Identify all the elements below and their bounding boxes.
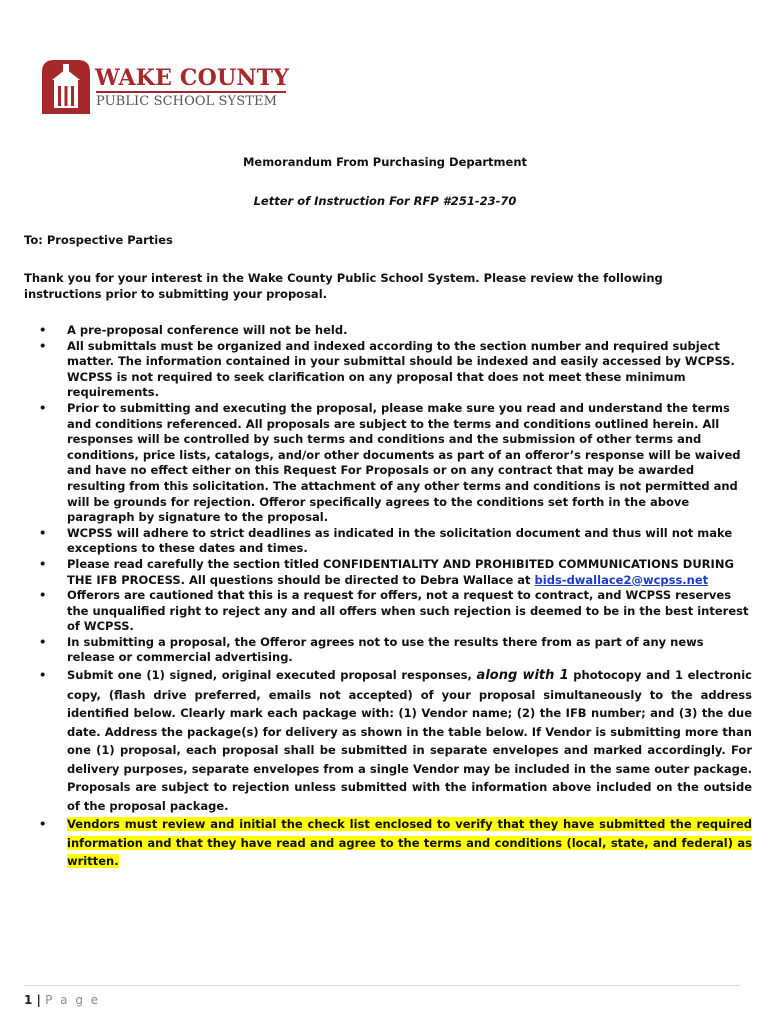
email-link[interactable]: bids-dwallace2@wcpss.net: [534, 572, 709, 587]
bullet-icon: •: [39, 338, 47, 353]
item-text: Offerors are cautioned that this is a request for offers, not a request to contract, and WCPSS reserves the unqualified right to reject any and all offers when such rejection is deemed to be in the best interest of WCPSS.: [67, 588, 749, 634]
item-text: WCPSS will adhere to strict deadlines as indicated in the solicitation document and thus will not make exceptions to these dates and times.: [67, 525, 733, 556]
list-item: [24, 588, 752, 635]
list-item: [24, 401, 752, 526]
item-text: All submittals must be organized and indexed according to the section number and required subject matter. The information contained in your submittal should be indexed and easily accessed by WCPSS. WCPSS is not required to seek clarification on any proposal that does not meet these minimum requirements.: [67, 338, 735, 400]
bullet-icon: •: [39, 668, 47, 683]
item-text: Please read carefully the section titled CONFIDENTIALITY AND PROHIBITED COMMUNICATIONS DURING THE IFB PROCESS. All questions should be directed to Debra Wallace at: [67, 556, 734, 587]
intro-paragraph: Thank you for your interest in the Wake County Public School System. Please review the following instructions prior to submitting your proposal.: [24, 271, 663, 301]
page-label: P a g e: [45, 993, 101, 1007]
list-item: [24, 635, 752, 666]
bullet-icon: •: [39, 588, 47, 603]
list-item: [24, 557, 752, 588]
item-text: A pre-proposal conference will not be held.: [67, 323, 348, 337]
page-number: 1: [24, 993, 33, 1007]
logo-divider: [96, 91, 286, 93]
logo-title: WAKE COUNTY: [95, 65, 290, 91]
list-item: [24, 323, 752, 339]
wcpss-logo: [40, 58, 290, 114]
footer-separator: |: [32, 993, 46, 1007]
item-text: photocopy and 1 electronic copy, (flash drive preferred, emails not accepted) of your proposal simultaneously to the address identified below. Clearly mark each package with: (1) Vendor name; (2) the IFB number; and (3) the due date. Address the package(s) for delivery as shown in the table below. If Vendor is submitting more than one (1) proposal, each proposal shall be submitted in separate envelopes and marked accordingly. For delivery purposes, separate envelopes from a single Vendor may be included in the same outer package. Proposals are subject to rejection unless submitted with the information above included on the outside of the proposal package.: [67, 668, 752, 813]
logo-subtitle: PUBLIC SCHOOL SYSTEM: [96, 94, 278, 109]
list-item: [24, 666, 752, 815]
letter-title: Letter of Instruction For RFP #251-23-70: [253, 194, 517, 208]
page-footer: [24, 993, 100, 1007]
list-item: [24, 526, 752, 557]
footer-divider: [24, 985, 740, 986]
bullet-icon: •: [39, 556, 47, 571]
emphasis-text: along with 1: [476, 668, 569, 684]
list-item: [24, 339, 752, 401]
item-text: Prior to submitting and executing the proposal, please make sure you read and understand the terms and conditions referenced. All proposals are subject to the terms and conditions outlined herein. All responses will be controlled by such terms and conditions and the submission of other terms and conditions, price lists, catalogs, and/or other documents as part of an offeror’s response will be waived and have no effect either on this Request For Proposals or on any contract that may be awarded resulting from this solicitation. The attachment of any other terms and conditions is not permitted and will be grounds for rejection. Offeror specifically agrees to the conditions set forth in the above paragraph by signature to the proposal.: [67, 400, 741, 525]
to-line: To: Prospective Parties: [24, 233, 173, 247]
item-text: In submitting a proposal, the Offeror agrees not to use the results there from as part of any news release or commercial advertising.: [67, 634, 704, 665]
bullet-icon: •: [39, 525, 47, 540]
list-item: [24, 815, 752, 871]
bullet-icon: •: [39, 634, 47, 649]
bullet-icon: •: [39, 400, 47, 415]
item-text: Submit one (1) signed, original executed proposal responses,: [67, 668, 477, 683]
bullet-icon: •: [39, 817, 47, 832]
instruction-list: [24, 323, 752, 871]
highlighted-text: Vendors must review and initial the check list enclosed to verify that they have submitted the required information and that they have read and agree to the terms and conditions (local, state, and federal) as written.: [67, 817, 752, 869]
schoolhouse-icon: [40, 58, 94, 114]
memo-title: Memorandum From Purchasing Department: [242, 155, 528, 169]
bullet-icon: •: [39, 323, 47, 337]
